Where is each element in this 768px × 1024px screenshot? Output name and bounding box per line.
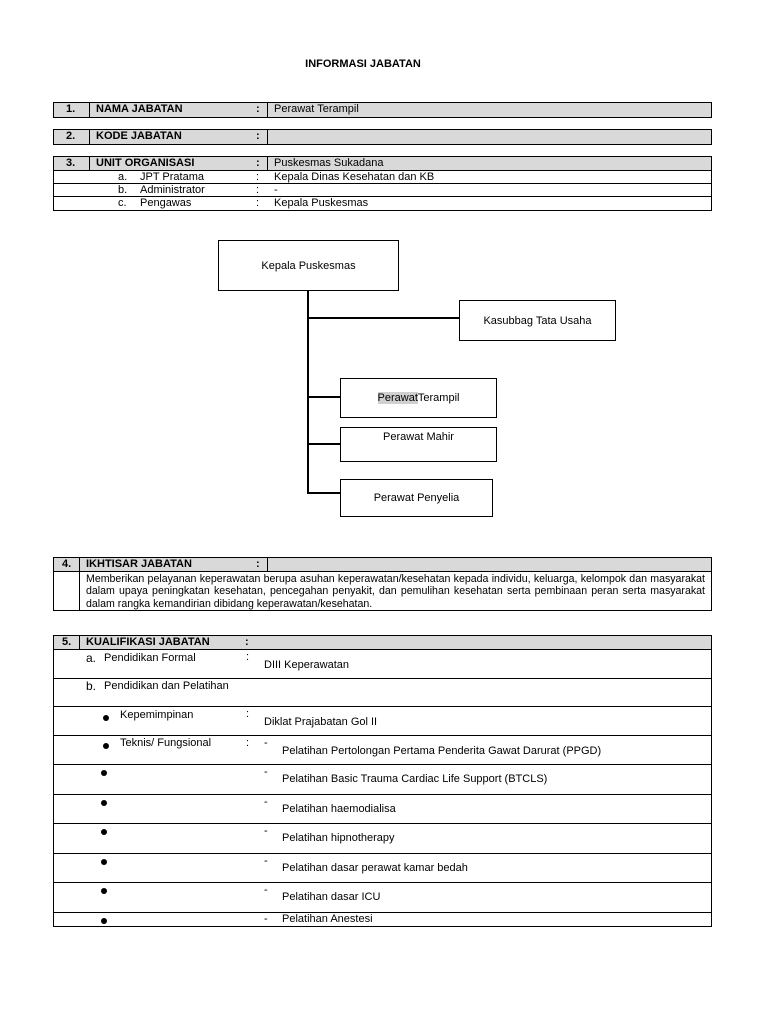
- row-letter: a.: [86, 651, 97, 665]
- unit-row-administrator: [54, 184, 711, 197]
- unit-row-pengawas: [54, 197, 711, 210]
- bullet-icon: [103, 715, 109, 721]
- divider: [79, 558, 80, 571]
- row-letter: b.: [86, 679, 97, 693]
- ikhtisar-text: Memberikan pelayanan keperawatan berupa asuhan keperawatan/kesehatan kepada individu, keluarga, kelompok dan masyarakat dalam upaya peningkatan kesehatan, pencegahan penyakit, dan pemulihan kesehatan serta pembinaan peran serta masyarakat dalam rangka kemandirian dibidang keperawatan/kesehatan.: [86, 573, 705, 610]
- colon: :: [245, 636, 249, 648]
- divider: [79, 636, 80, 649]
- section-label: KODE JABATAN: [96, 130, 182, 142]
- dash: -: [264, 796, 268, 808]
- org-line-terampil: [309, 396, 340, 398]
- row-label: Pengawas: [140, 197, 192, 209]
- bullet-icon: [101, 829, 107, 835]
- row-letter: b.: [118, 184, 128, 196]
- document-title: INFORMASI JABATAN: [305, 58, 421, 70]
- training-item: Pelatihan dasar perawat kamar bedah: [282, 862, 468, 874]
- section-number: 4.: [62, 558, 72, 570]
- header-row: [54, 636, 711, 650]
- kualifikasi-row-training: [54, 824, 711, 854]
- row-value: Kepala Dinas Kesehatan dan KB: [274, 171, 435, 183]
- section-number: 1.: [66, 103, 76, 115]
- colon: :: [256, 103, 260, 115]
- bullet-icon: [101, 888, 107, 894]
- section-number: 5.: [62, 636, 72, 648]
- divider: [89, 130, 90, 144]
- section-label: NAMA JABATAN: [96, 103, 183, 115]
- divider: [89, 157, 90, 170]
- colon: :: [256, 157, 260, 169]
- header-row: [54, 157, 711, 171]
- section-kualifikasi-jabatan: [53, 635, 712, 927]
- kualifikasi-row-training: [54, 765, 711, 795]
- row-label: Teknis/ Fungsional: [120, 737, 212, 749]
- section-label: UNIT ORGANISASI: [96, 157, 195, 169]
- colon: :: [256, 184, 260, 196]
- section-label: KUALIFIKASI JABATAN: [86, 636, 210, 648]
- org-box-kasubbag: Kasubbag Tata Usaha: [459, 300, 616, 341]
- highlighted-text: Perawat: [377, 392, 418, 404]
- ikhtisar-row: [54, 572, 711, 610]
- divider: [89, 103, 90, 117]
- dash: -: [264, 766, 268, 778]
- section-unit-organisasi: [53, 156, 712, 211]
- dash: -: [264, 913, 268, 925]
- bullet-icon: [101, 918, 107, 924]
- section-nama-jabatan: [53, 102, 712, 118]
- section-value: Puskesmas Sukadana: [274, 157, 384, 169]
- row-value: Diklat Prajabatan Gol II: [264, 716, 378, 728]
- bullet-icon: [103, 743, 109, 749]
- bullet-icon: [101, 800, 107, 806]
- dash: -: [264, 855, 268, 867]
- kualifikasi-row-training: [54, 854, 711, 883]
- training-item: Pelatihan haemodialisa: [282, 803, 396, 815]
- colon: :: [246, 651, 250, 663]
- dash: -: [264, 825, 268, 837]
- org-box-kepala-puskesmas: Kepala Puskesmas: [218, 240, 399, 291]
- row-letter: a.: [118, 171, 128, 183]
- colon: :: [256, 130, 260, 142]
- divider: [267, 103, 268, 117]
- divider: [79, 572, 80, 610]
- training-item: Pelatihan Pertolongan Pertama Penderita Gawat Darurat (PPGD): [282, 745, 602, 757]
- section-ikhtisar-jabatan: [53, 557, 712, 611]
- kualifikasi-row-training: [54, 883, 711, 913]
- org-line-penyelia: [309, 492, 340, 494]
- kualifikasi-row-pendidikan-pelatihan: [54, 679, 711, 707]
- org-box-perawat-mahir: Perawat Mahir: [340, 427, 497, 462]
- divider: [267, 558, 268, 571]
- colon: :: [256, 197, 260, 209]
- kualifikasi-row-pendidikan-formal: [54, 650, 711, 679]
- bullet-icon: [101, 770, 107, 776]
- unit-row-jpt: [54, 171, 711, 184]
- section-kode-jabatan: [53, 129, 712, 145]
- org-box-perawat-terampil: [340, 378, 497, 418]
- kualifikasi-row-kepemimpinan: [54, 707, 711, 736]
- colon: :: [246, 708, 250, 720]
- row-label: Pendidikan dan Pelatihan: [104, 680, 229, 692]
- section-value: Perawat Terampil: [274, 103, 359, 115]
- header-row: [54, 103, 711, 117]
- divider: [267, 157, 268, 170]
- dash: -: [264, 737, 268, 749]
- row-label: Kepemimpinan: [120, 709, 194, 721]
- row-label: Pendidikan Formal: [104, 652, 196, 664]
- row-value: DIII Keperawatan: [264, 659, 349, 671]
- colon: :: [246, 737, 250, 749]
- kualifikasi-row-teknis: [54, 736, 711, 765]
- divider: [267, 130, 268, 144]
- row-label: Administrator: [140, 184, 205, 196]
- row-letter: c.: [118, 197, 127, 209]
- training-item: Pelatihan Basic Trauma Cardiac Life Support (BTCLS): [282, 773, 548, 785]
- org-line-mahir: [309, 443, 340, 445]
- header-row: [54, 130, 711, 144]
- section-label: IKHTISAR JABATAN: [86, 558, 192, 570]
- bullet-icon: [101, 859, 107, 865]
- row-label: JPT Pratama: [140, 171, 204, 183]
- org-box-perawat-penyelia: Perawat Penyelia: [340, 479, 493, 517]
- kualifikasi-row-training: [54, 913, 711, 926]
- text: Terampil: [417, 392, 460, 404]
- kualifikasi-row-training: [54, 795, 711, 824]
- section-number: 2.: [66, 130, 76, 142]
- org-line-vertical: [307, 291, 309, 494]
- training-item: Pelatihan Anestesi: [282, 913, 373, 925]
- colon: :: [256, 558, 260, 570]
- org-line-staff: [309, 317, 459, 319]
- row-value: -: [274, 184, 278, 196]
- header-row: [54, 558, 711, 572]
- training-item: Pelatihan hipnotherapy: [282, 832, 395, 844]
- dash: -: [264, 884, 268, 896]
- colon: :: [256, 171, 260, 183]
- row-value: Kepala Puskesmas: [274, 197, 369, 209]
- training-item: Pelatihan dasar ICU: [282, 891, 381, 903]
- section-number: 3.: [66, 157, 76, 169]
